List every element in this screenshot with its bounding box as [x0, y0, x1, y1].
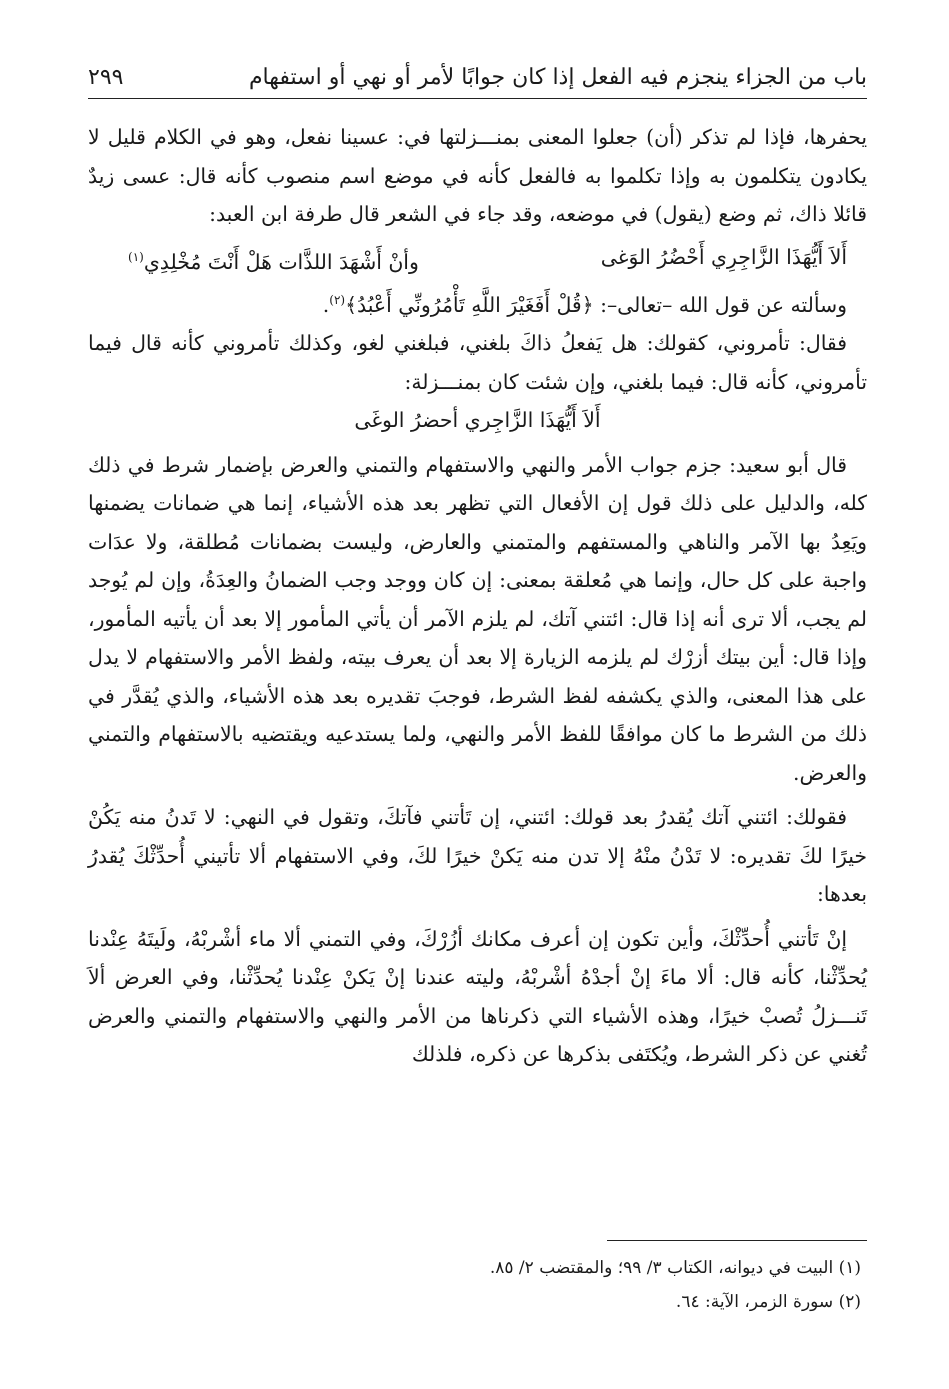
verse-second-hemistich-text: وأنْ أَشْهَدَ اللذَّات هَلْ أَنْتَ مُخْلِدِي	[143, 249, 419, 274]
footnote-2: (٢) سورة الزمر، الآية: ٦٤.	[675, 1292, 861, 1312]
poetry-verse-1	[88, 238, 867, 281]
verse-second-hemistich	[128, 238, 419, 281]
page-number: ٢٩٩	[88, 64, 124, 90]
paragraph-6: إنْ تَأتني أُحدِّثْكَ، وأين تكون إن أعرف مكانك أزُرْكَ، وفي التمني ألا ماء أشْربْهُ، ولَيتَهُ عِنْدنا يُحدِّثْنا، كأنه قال: ألا ماءَ إنْ أجدْهُ أشْربْهُ، وليته عندنا إنْ يَكنْ عِنْدنا يُحدِّثْنا، وفي العرض ألاَ تَنـــزلُ تُصبْ خيرًا، وهذه الأشياء التي ذكرناها من الأمر والنهي والاستفهام والتمني والعرض تُغني عن ذكر الشرط، ويُكتَفى بذكرها عن ذكره، فلذلك	[88, 926, 867, 1067]
running-header	[88, 56, 867, 99]
paragraph-4: قال أبو سعيد: جزم جواب الأمر والنهي والاستفهام والتمني والعرض بإضمار شرط في ذلك كله، والدليل على ذلك قول إن الأفعال التي تظهر بعد هذه الأشياء، إنما هي ضمانات يضمنها ويَعِدُ بها الآمر والناهي والمستفهم والمتمني والعارض، وليست بضمانات مُطلقة، ولا عدَات واجبة على كل حال، وإنما هي مُعلقة بمعنى: إن كان ووجد وجب الضمانُ والعِدَةُ، وإن لم يُوجد لم يجب، ألا ترى أنه إذا قال: ائتني آتك، لم يلزم الآمر أن يأتي المأمور إلا بعد أن يأتيه المأمور، وإذا قال: أين بيتك أزرْك لم يلزمه الزيارة إلا بعد أن يعرف بيته، ولفظ الأمر والاستفهام لا يدل على هذا المعنى، والذي يكشفه لفظ الشرط، فوجبَ تقديره بعد هذه الأشياء، والذي يُقدَّر في ذلك من الشرط ما كان موافقًا للفظ الأمر والنهي، ولما يستدعيه ويقتضيه بالاستفهام والتمني والعرض.	[88, 452, 867, 785]
main-text	[88, 118, 867, 1074]
paragraph-1: يحفرها، فإذا لم تذكر (أن) جعلوا المعنى بمنـــزلتها في: عسينا نفعل، وهو في الكلام قليل لا يكادون يتكلمون به وإذا تكلموا به فالفعل كأنه في موضع اسم منصوب كأنه قال: عسى زيدٌ قائلا ذاك، ثم وضع (يقول) في موضعه، وقد جاء في الشعر قال طرفة ابن العبد:	[88, 125, 867, 226]
paragraph-2-text: وسألته عن قول الله –تعالى–: ﴿قُلْ أَفَغَيْرَ اللَّهِ تَأْمُرُونِّي أَعْبُدُ﴾	[345, 292, 847, 317]
footnotes	[82, 1240, 867, 1319]
paragraph-3: فقال: تأمروني، كقولك: هل يَفعلُ ذاكَ بلغني، فبلغني لغو، وكذلك تأمروني كأنه قال فيما تأمروني، كأنه قال: فيما بلغني، وإن شئت كان بمنـــزلة:	[88, 331, 867, 394]
paragraph-2: وسألته عن قول الله –تعالى–: ﴿قُلْ أَفَغَيْرَ اللَّهِ تَأْمُرُونِّي أَعْبُدُ﴾$^{(٢)}$.	[322, 292, 847, 317]
paragraph-5: فقولك: ائتني آتك يُقدرُ بعد قولك: ائتني، إن تَأتني فآتكَ، وتقول في النهي: لا تَدنُ منه يَكُنْ خيرًا لكَ تقديره: لا تَدْنُ منْهُ إلا تدن منه يَكنْ خيرًا لكَ، وفي الاستفهام ألا تأتيني أُحدِّثْكَ يُقدرُ بعدها:	[88, 805, 867, 907]
footnote-ref-1: (١)	[128, 249, 144, 264]
footnote-ref-2: (٢)	[329, 292, 346, 307]
verse-first-hemistich: أَلاَ أَيُّهَذَا الزَّاجِرِي أَحْضُرُ الوَغى	[600, 244, 847, 269]
chapter-title: باب من الجزاء ينجزم فيه الفعل إذا كان جوابًا لأمر أو نهي أو استفهام	[248, 64, 867, 90]
footnote-divider	[607, 1240, 867, 1241]
poetry-verse-2: أَلاَ أَيُّهَذَا الزَّاجِري أحضرُ الوغَى	[354, 408, 601, 433]
footnote-1: (١) البيت في ديوانه، الكتاب ٣/ ٩٩؛ والمقتضب ٢/ ٨٥.	[489, 1258, 861, 1278]
